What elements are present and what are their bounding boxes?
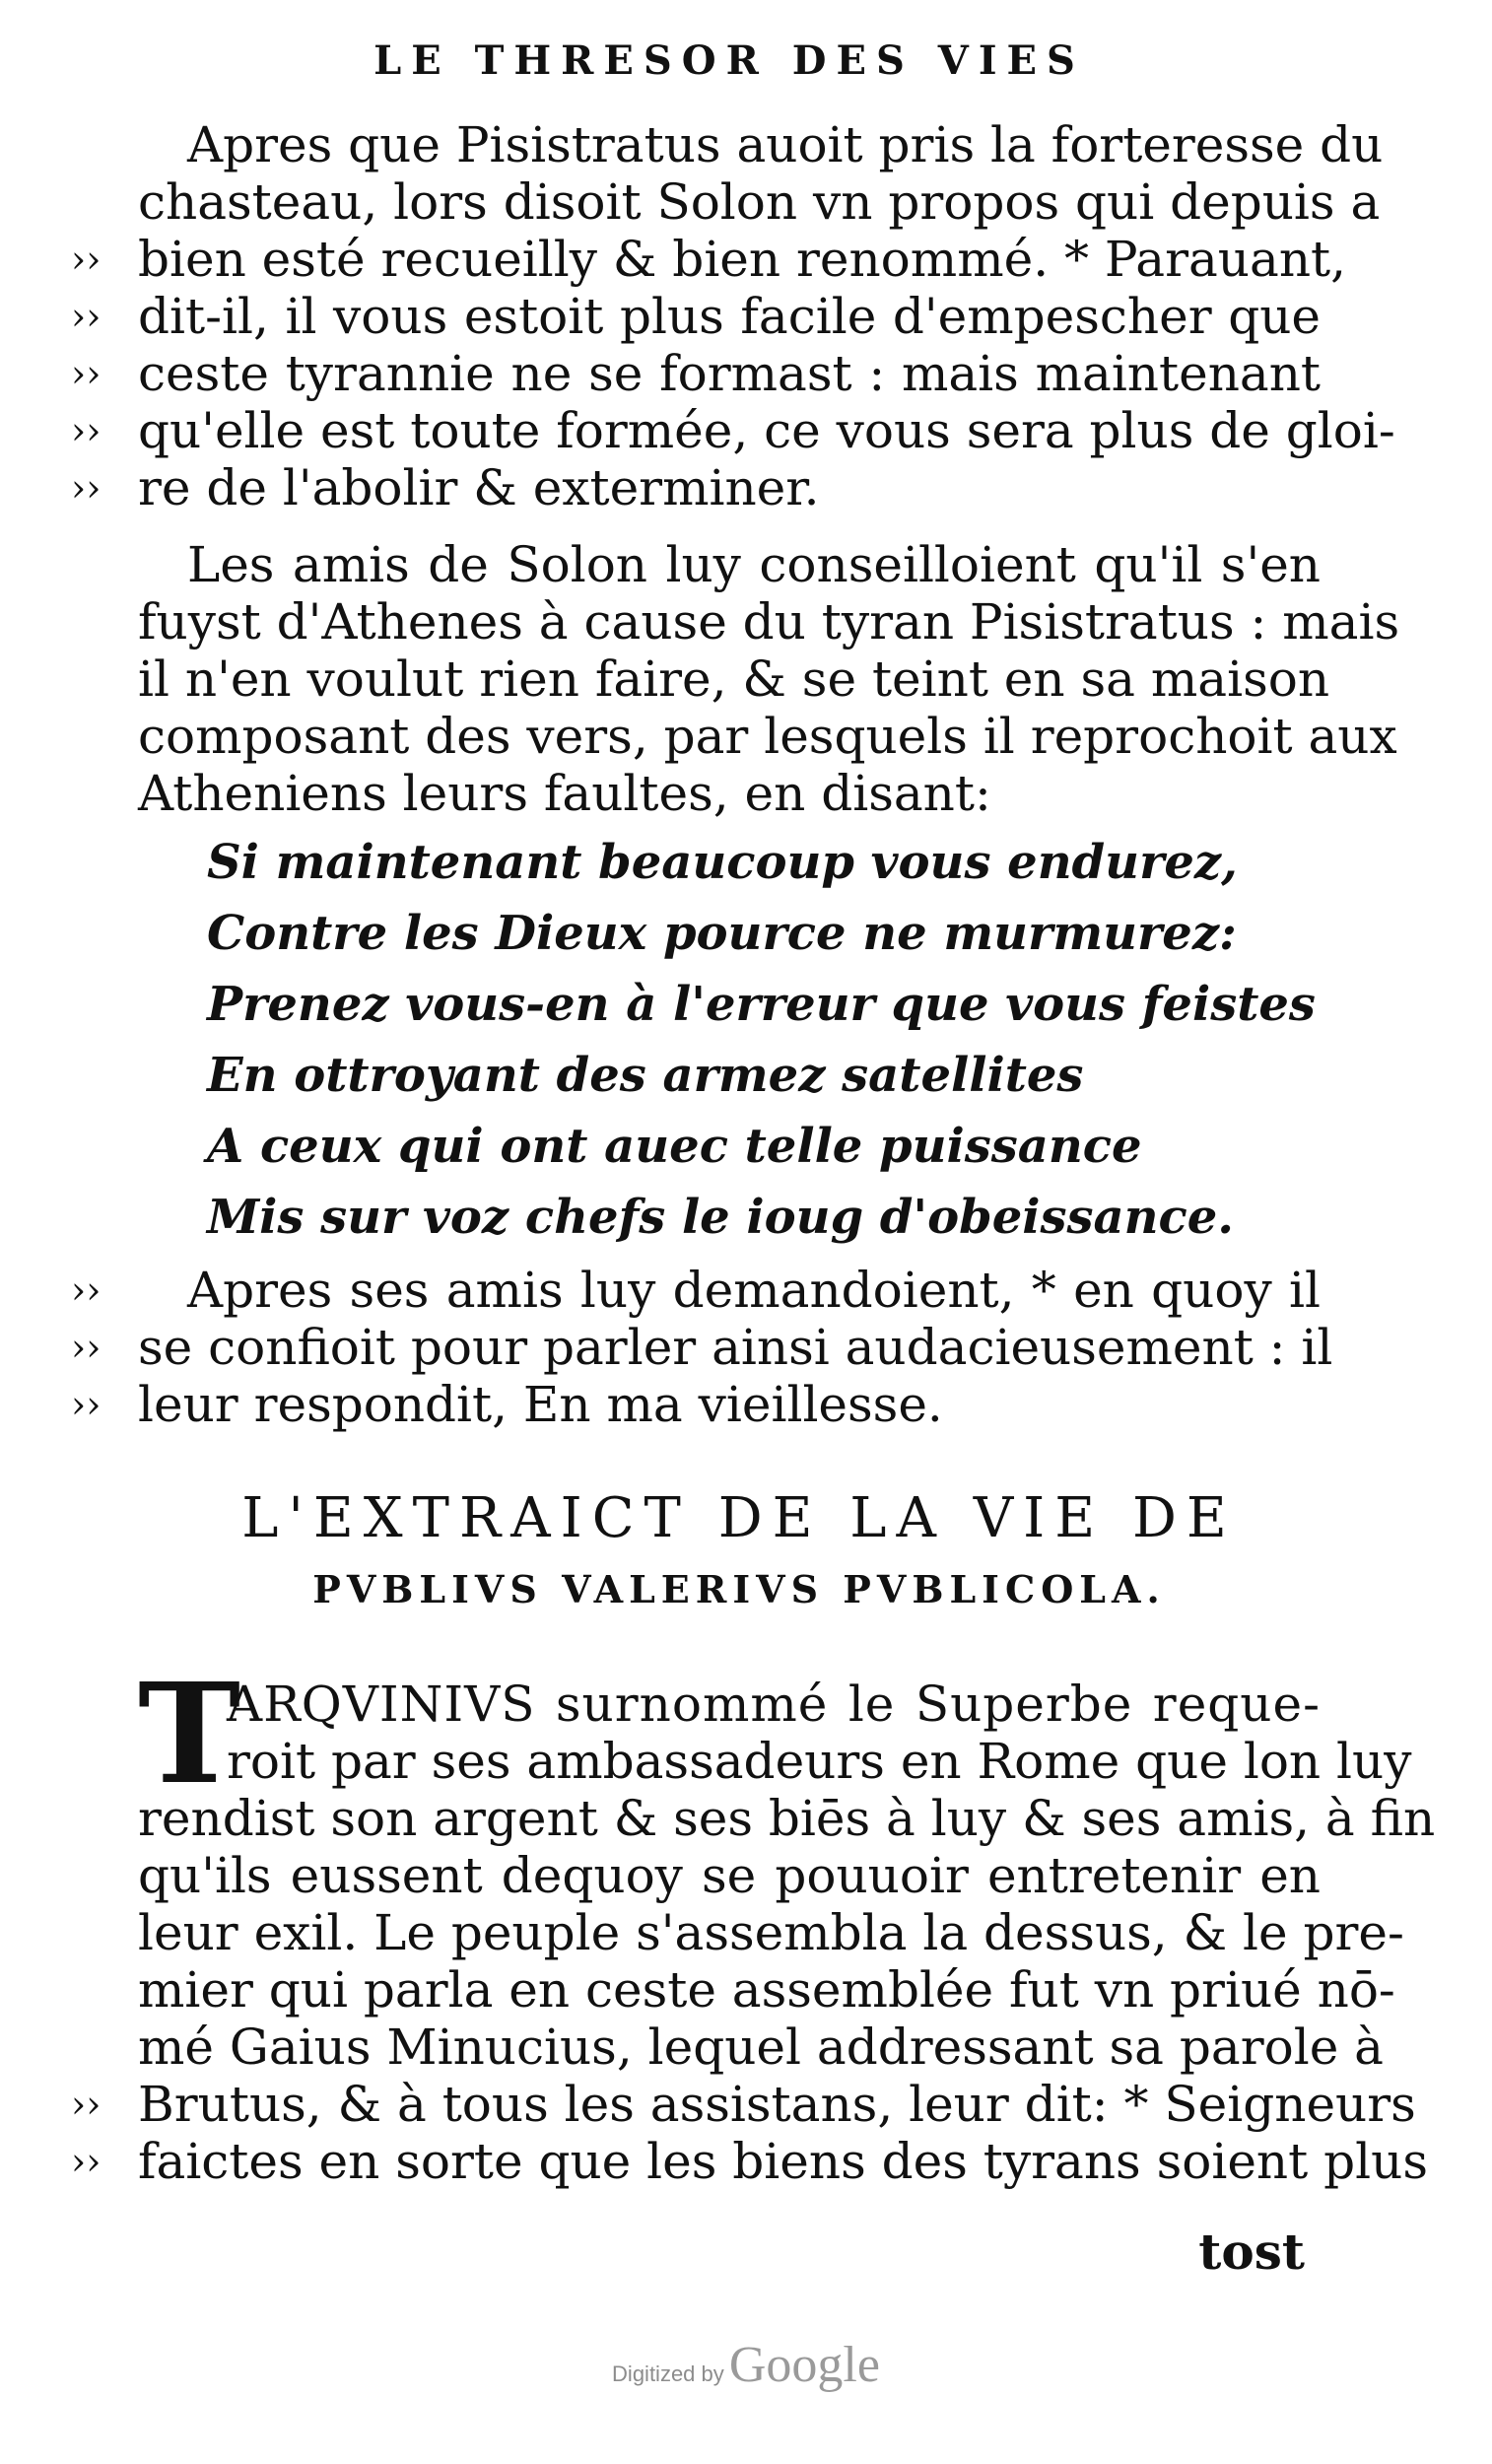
- text-line: ceste tyrannie ne se formast : mais maintenant: [138, 345, 1321, 402]
- verse-line: Prenez vous-en à l'erreur que vous feistes: [207, 977, 1316, 1032]
- quote-marker: ››: [71, 1326, 102, 1369]
- verse-line: A ceux qui ont auec telle puissance: [207, 1119, 1142, 1174]
- text-line: faictes en sorte que les biens des tyrans soient plus: [138, 2133, 1428, 2190]
- text-line: se confioit pour parler ainsi audacieusement : il: [138, 1319, 1333, 1376]
- text-line: qu'elle est toute formée, ce vous sera plus de gloi-: [138, 402, 1395, 459]
- text-line: dit-il, il vous estoit plus facile d'empescher que: [138, 288, 1321, 345]
- text-line: fuyst d'Athenes à cause du tyran Pisistratus : mais: [138, 593, 1400, 650]
- text-line: ARQVINIVS surnommé le Superbe reque-: [227, 1676, 1321, 1733]
- quote-marker: ››: [71, 1268, 102, 1312]
- text-line: qu'ils eussent dequoy se pouuoir entretenir en: [138, 1847, 1321, 1904]
- text-line: il n'en voulut rien faire, & se teint en sa maison: [138, 650, 1330, 708]
- quote-marker: ››: [71, 295, 102, 338]
- quote-marker: ››: [71, 466, 102, 510]
- text-line: leur respondit, En ma vieillesse.: [138, 1376, 943, 1433]
- text-line: Apres que Pisistratus auoit pris la forteresse du: [187, 116, 1384, 173]
- text-line: mier qui parla en ceste assemblée fut vn priué nō-: [138, 1961, 1395, 2019]
- text-line: bien esté recueilly & bien renommé. * Parauant,: [138, 231, 1347, 288]
- text-line: Apres ses amis luy demandoient, * en quoy il: [187, 1262, 1321, 1319]
- text-line: rendist son argent & ses biēs à luy & ses amis, à fin: [138, 1790, 1436, 1847]
- text-line: re de l'abolir & exterminer.: [138, 459, 820, 516]
- text-line: roit par ses ambassadeurs en Rome que lon luy: [227, 1733, 1412, 1790]
- text-line: mé Gaius Minucius, lequel addressant sa parole à: [138, 2019, 1384, 2076]
- section-title: L'EXTRAICT DE LA VIE DE: [241, 1486, 1237, 1550]
- verse-line: Si maintenant beaucoup vous endurez,: [207, 835, 1238, 890]
- text-line: Les amis de Solon luy conseilloient qu'il s'en: [187, 536, 1321, 593]
- section-subtitle: PVBLIVS VALERIVS PVBLICOLA.: [312, 1567, 1166, 1611]
- quote-marker: ››: [71, 1383, 102, 1426]
- text-line: Atheniens leurs faultes, en disant:: [138, 765, 991, 822]
- watermark-prefix: Digitized by: [612, 2361, 724, 2386]
- drop-cap: T: [138, 1654, 241, 1815]
- catchword: tost: [1198, 2223, 1305, 2281]
- quote-marker: ››: [71, 2140, 102, 2183]
- text-line: composant des vers, par lesquels il reprochoit aux: [138, 708, 1397, 765]
- quote-marker: ››: [71, 352, 102, 395]
- quote-marker: ››: [71, 2083, 102, 2126]
- text-line: leur exil. Le peuple s'assembla la dessus, & le pre-: [138, 1904, 1404, 1961]
- text-line: chasteau, lors disoit Solon vn propos qui depuis a: [138, 173, 1381, 231]
- running-head: LE THRESOR DES VIES: [373, 37, 1085, 84]
- verse-line: En ottroyant des armez satellites: [207, 1048, 1084, 1103]
- digitization-watermark: [0, 2336, 1492, 2394]
- verse-line: Contre les Dieux pource ne murmurez:: [207, 906, 1237, 961]
- text-line: Brutus, & à tous les assistans, leur dit: * Seigneurs: [138, 2076, 1416, 2133]
- quote-marker: ››: [71, 409, 102, 452]
- quote-marker: ››: [71, 238, 102, 281]
- verse-line: Mis sur voz chefs le ioug d'obeissance.: [207, 1190, 1234, 1245]
- watermark-brand: Google: [728, 2337, 880, 2393]
